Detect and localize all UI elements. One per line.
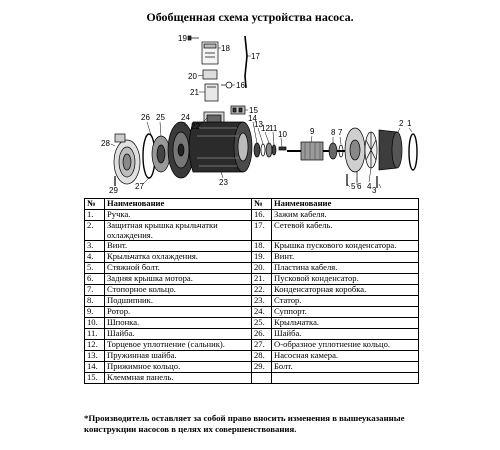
callout-25: 25 <box>156 113 165 122</box>
table-cell-name2: Крышка пускового конденсатора. <box>272 241 419 252</box>
callout-9: 9 <box>310 127 315 136</box>
table-cell-name2: Шайба. <box>272 329 419 340</box>
table-cell-n2: 29. <box>252 362 272 373</box>
table-cell-name2: О-образное уплотнение кольцо. <box>272 340 419 351</box>
table-cell-name2 <box>272 373 419 384</box>
table-cell-n1: 7. <box>85 285 105 296</box>
parts-table-body <box>85 210 419 384</box>
callout-22: 22 <box>191 122 200 131</box>
callout-24: 24 <box>181 113 190 122</box>
table-row <box>85 241 419 252</box>
table-cell-name1: Ротор. <box>105 307 252 318</box>
table-cell-n1: 1. <box>85 210 105 221</box>
pump-chamber-part <box>114 134 140 184</box>
callout-19: 19 <box>178 34 187 43</box>
table-cell-name2: Конденсаторная коробка. <box>272 285 419 296</box>
table-cell-n1: 12. <box>85 340 105 351</box>
table-row <box>85 373 419 384</box>
table-cell-name2: Винт. <box>272 252 419 263</box>
header-number-right: № <box>252 199 272 210</box>
table-cell-name2: Крыльчатка. <box>272 318 419 329</box>
table-cell-name1: Стяжной болт. <box>105 263 252 274</box>
table-cell-n2: 24. <box>252 307 272 318</box>
callout-17: 17 <box>251 52 260 61</box>
callout-12: 12 <box>261 124 270 133</box>
table-cell-name1: Шпонка. <box>105 318 252 329</box>
table-row <box>85 296 419 307</box>
header-name-left: Наименование <box>105 199 252 210</box>
table-cell-name2: Зажим кабеля. <box>272 210 419 221</box>
table-cell-name1: Крыльчатка охлаждения. <box>105 252 252 263</box>
cable-clamp-part <box>221 82 232 88</box>
callout-1: 1 <box>407 119 412 128</box>
parts-table <box>84 198 419 384</box>
table-cell-n2: 23. <box>252 296 272 307</box>
cooling-fan-part <box>365 132 377 168</box>
table-row <box>85 307 419 318</box>
impeller-part <box>152 136 170 172</box>
rotor-part <box>287 142 347 160</box>
handle-part <box>409 134 417 170</box>
table-cell-name1: Подшипник. <box>105 296 252 307</box>
table-cell-name2: Статор. <box>272 296 419 307</box>
table-cell-name2: Пластина кабеля. <box>272 263 419 274</box>
table-cell-n2: 21. <box>252 274 272 285</box>
capacitor-cover-part <box>202 42 218 64</box>
table-cell-n1: 3. <box>85 241 105 252</box>
table-row <box>85 362 419 373</box>
seal-washer-parts <box>254 143 276 157</box>
power-cable-part <box>245 36 247 88</box>
callout-16: 16 <box>236 81 245 90</box>
table-row <box>85 340 419 351</box>
table-cell-n2: 25. <box>252 318 272 329</box>
table-cell-n1: 11. <box>85 329 105 340</box>
table-cell-n2: 16. <box>252 210 272 221</box>
table-cell-name1: Шайба. <box>105 329 252 340</box>
table-cell-name1: Торцевое уплотнение (сальник). <box>105 340 252 351</box>
callout-6: 6 <box>357 182 362 191</box>
callout-5: 5 <box>351 182 356 191</box>
table-cell-n1: 13. <box>85 351 105 362</box>
table-row <box>85 329 419 340</box>
rear-motor-cover-part <box>345 128 365 182</box>
callout-8: 8 <box>331 128 336 137</box>
start-capacitor-part <box>205 84 218 101</box>
callout-27: 27 <box>135 182 144 191</box>
table-cell-n1: 15. <box>85 373 105 384</box>
table-cell-n2: 22. <box>252 285 272 296</box>
table-cell-n1: 14. <box>85 362 105 373</box>
table-cell-n1: 4. <box>85 252 105 263</box>
callout-11: 11 <box>269 124 278 133</box>
table-cell-n2: 20. <box>252 263 272 274</box>
fan-cover-part <box>379 130 402 170</box>
table-row <box>85 263 419 274</box>
table-row <box>85 351 419 362</box>
pump-drawing <box>95 26 425 194</box>
callout-2: 2 <box>399 119 404 128</box>
page-title: Обобщенная схема устройства насоса. <box>146 10 354 24</box>
table-cell-n2 <box>252 373 272 384</box>
table-row <box>85 318 419 329</box>
callout-3: 3 <box>372 186 377 194</box>
shaft-key-part <box>279 147 286 150</box>
screw-part-19 <box>188 36 199 40</box>
table-cell-name1: Ручка. <box>105 210 252 221</box>
table-cell-n1: 9. <box>85 307 105 318</box>
header-name-right: Наименование <box>272 199 419 210</box>
table-row <box>85 252 419 263</box>
table-cell-n2: 19. <box>252 252 272 263</box>
header-number-left: № <box>85 199 105 210</box>
table-cell-name2: Пусковой конденсатор. <box>272 274 419 285</box>
table-cell-name1: Винт. <box>105 241 252 252</box>
table-cell-n1: 5. <box>85 263 105 274</box>
table-cell-n1: 6. <box>85 274 105 285</box>
table-cell-n2: 28. <box>252 351 272 362</box>
callout-20: 20 <box>188 72 197 81</box>
table-cell-n1: 8. <box>85 296 105 307</box>
table-cell-name1: Прижимное кольцо. <box>105 362 252 373</box>
callout-10: 10 <box>278 130 287 139</box>
table-cell-n1: 2. <box>85 221 105 241</box>
cable-plate-part <box>203 70 217 79</box>
callout-4: 4 <box>367 182 372 191</box>
table-row <box>85 285 419 296</box>
disclaimer-note: *Производитель оставляет за собой право вносить изменения в вышеуказанные конструкции насосов в целях их совершенствования. <box>84 413 405 434</box>
table-cell-name1: Стопорное кольцо. <box>105 285 252 296</box>
callout-7: 7 <box>338 128 343 137</box>
callout-18: 18 <box>221 44 230 53</box>
table-cell-name1: Задняя крышка мотора. <box>105 274 252 285</box>
table-cell-name2: Суппорт. <box>272 307 419 318</box>
table-cell-n2: 26. <box>252 329 272 340</box>
table-row <box>85 221 419 241</box>
callout-21: 21 <box>190 88 199 97</box>
table-row <box>85 274 419 285</box>
callout-13: 13 <box>254 120 263 129</box>
callout-28: 28 <box>101 139 110 148</box>
table-cell-n2: 27. <box>252 340 272 351</box>
table-cell-n2: 18. <box>252 241 272 252</box>
table-cell-name1: Клеммная панель. <box>105 373 252 384</box>
table-cell-n1: 10. <box>85 318 105 329</box>
table-row <box>85 210 419 221</box>
table-cell-name2: Болт. <box>272 362 419 373</box>
table-cell-name1: Защитная крышка крыльчатки охлаждения. <box>105 221 252 241</box>
callout-14: 14 <box>248 114 257 123</box>
table-header-row <box>85 199 419 210</box>
exploded-pump-diagram <box>95 26 425 194</box>
table-cell-name2: Сетевой кабель. <box>272 221 419 241</box>
callout-29: 29 <box>109 186 118 194</box>
table-cell-n2: 17. <box>252 221 272 241</box>
table-cell-name2: Насосная камера. <box>272 351 419 362</box>
callout-23: 23 <box>219 178 228 187</box>
table-cell-name1: Пружинная шайба. <box>105 351 252 362</box>
callout-15: 15 <box>249 106 258 115</box>
callout-26: 26 <box>141 113 150 122</box>
terminal-panel-part <box>231 106 245 114</box>
